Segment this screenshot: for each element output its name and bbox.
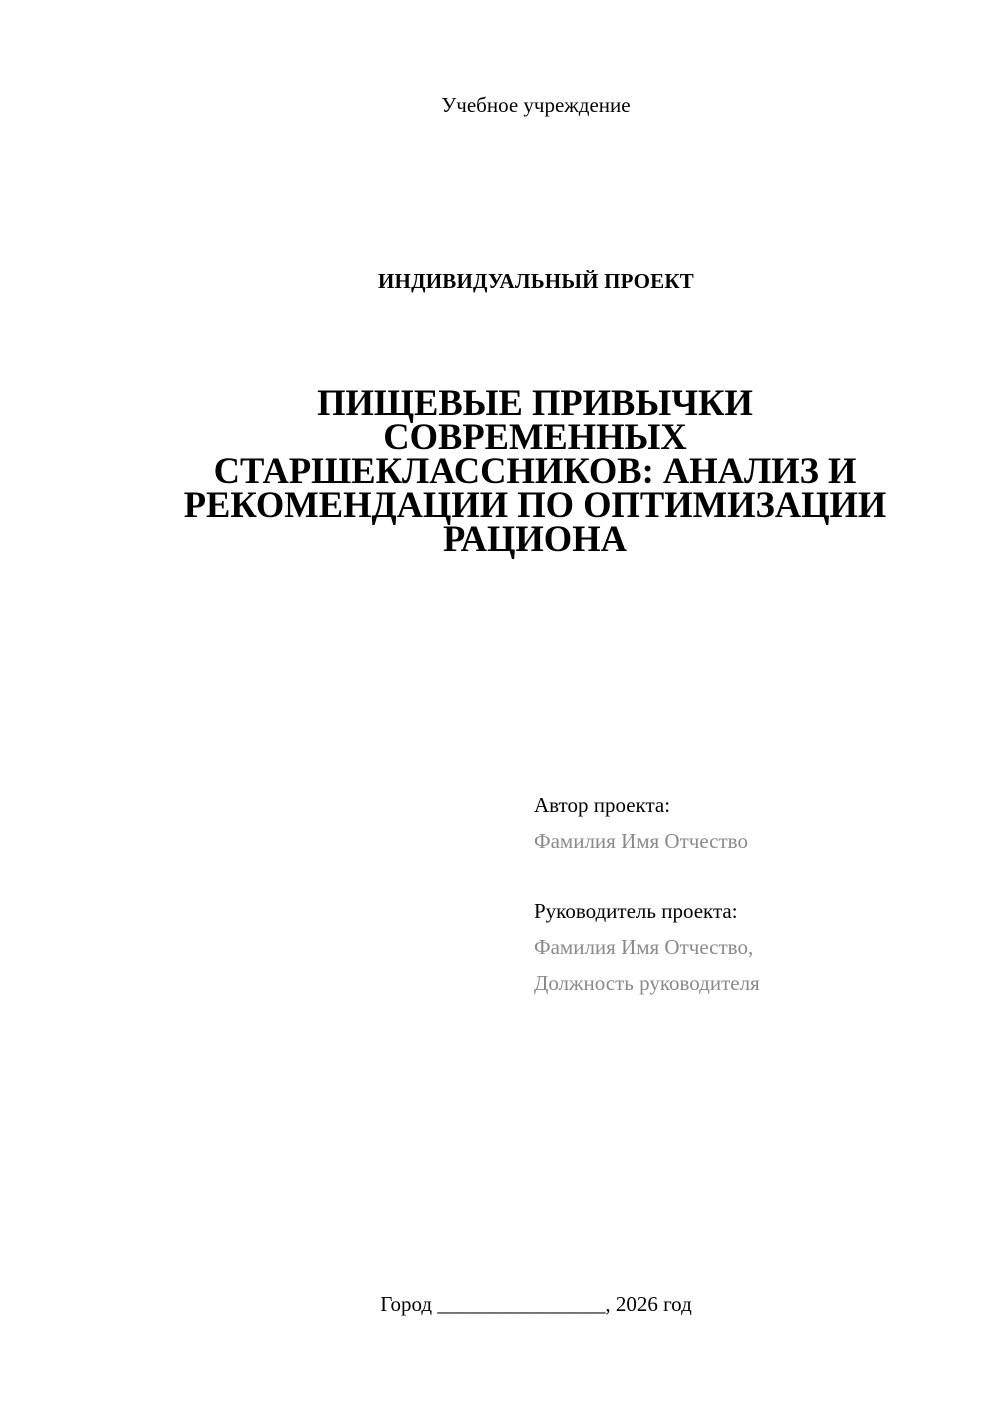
project-title-line: РАЦИОНА bbox=[443, 518, 627, 559]
supervisor-position: Должность руководителя bbox=[534, 971, 760, 995]
project-title-line: СОВРЕМЕННЫХ bbox=[383, 416, 687, 457]
credits-spacer bbox=[534, 859, 974, 893]
institution-name: Учебное учреждение bbox=[441, 93, 631, 117]
project-title-line: СТАРШЕКЛАССНИКОВ: АНАЛИЗ И bbox=[213, 450, 857, 491]
author-name: Фамилия Имя Отчество bbox=[534, 829, 748, 853]
document-type-heading: ИНДИВИДУАЛЬНЫЙ ПРОЕКТ bbox=[378, 269, 694, 293]
city-year-line: Город ________________, 2026 год bbox=[380, 1292, 692, 1316]
supervisor-name: Фамилия Имя Отчество, bbox=[534, 935, 754, 959]
project-title-line: ПИЩЕВЫЕ ПРИВЫЧКИ bbox=[317, 382, 753, 423]
project-title bbox=[150, 382, 920, 559]
project-title-line: РЕКОМЕНДАЦИИ ПО ОПТИМИЗАЦИИ bbox=[183, 484, 887, 525]
supervisor-label: Руководитель проекта: bbox=[534, 899, 738, 923]
credits-block bbox=[534, 787, 974, 1001]
author-label: Автор проекта: bbox=[534, 793, 671, 817]
